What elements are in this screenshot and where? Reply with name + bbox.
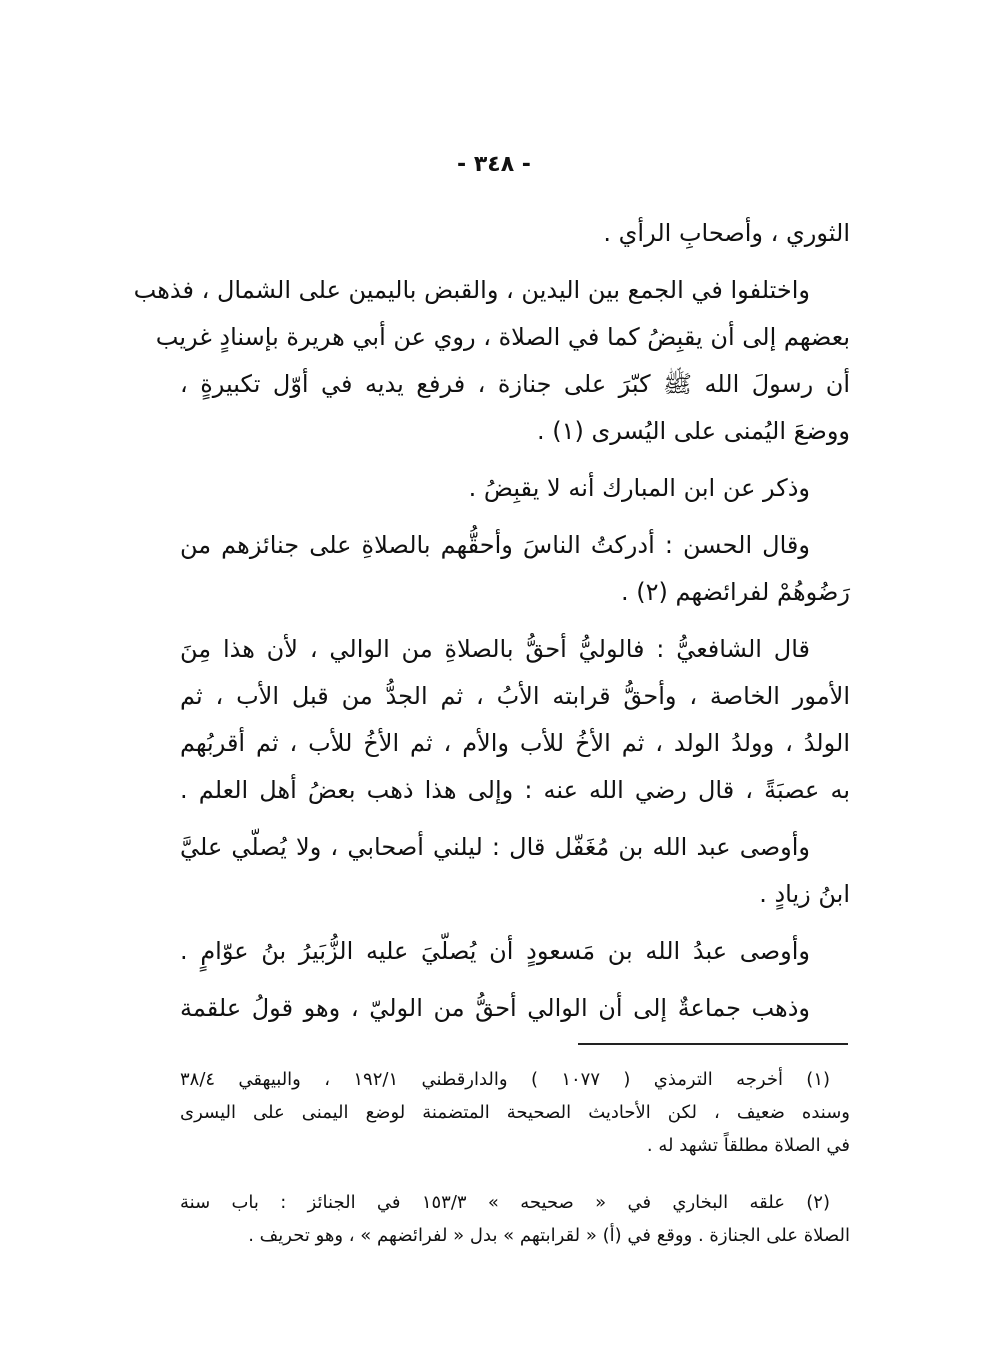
text-line: وذهب جماعةٌ إلى أن الوالي أحقُّ من الوليّ ، وهو قولُ علقمة	[180, 994, 810, 1022]
paragraph-gap	[180, 975, 850, 985]
text-line: وأوصى عبد الله بن مُغَفّل قال : ليلني أصحابي ، ولا يُصلّي عليَّ	[180, 833, 810, 861]
paragraph-gap	[180, 918, 850, 928]
text-line: ابنُ زيادٍ .	[759, 880, 850, 908]
text-line: وقال الحسن : أدركتُ الناسَ وأحقُّهم بالصلاةِ على جنائزهم من	[180, 531, 810, 559]
text-line: رَضُوهُمْ لفرائضهم (٢) .	[620, 578, 850, 606]
footnote-line: في الصلاة مطلقاً تشهد له .	[646, 1135, 850, 1156]
paragraph-gap	[180, 512, 850, 522]
paragraph-gap	[180, 814, 850, 824]
footnote-line: وسنده ضعيف ، لكن الأحاديث الصحيحة المتضمنة لوضع اليمنى على اليسرى	[180, 1102, 850, 1123]
text-line: به عصبَةً ، قال رضي الله عنه : وإلى هذا ذهب بعضُ أهل العلم .	[180, 776, 850, 804]
footnote-line: الصلاة على الجنازة . ووقع في (أ) « لقرابتهم » بدل « لفرائضهم » ، وهو تحريف .	[248, 1225, 850, 1246]
paragraph-gap	[180, 257, 850, 267]
text-line: قال الشافعيُّ : فالوليُّ أحقُّ بالصلاةِ من الوالي ، لأن هذا مِنَ	[180, 635, 810, 663]
footnote-gap	[180, 1162, 850, 1186]
footnote-line: (١) أخرجه الترمذي ( ١٠٧٧ ) والدارقطني ١٩٢/١ ، والبيهقي ٣٨/٤	[180, 1069, 831, 1090]
text-line: وأوصى عبدُ الله بن مَسعودٍ أن يُصلّيَ عليه الزُّبَيرُ بنُ عوّامٍ .	[180, 937, 810, 965]
text-line: وذكر عن ابن المبارك أنه لا يقبِضُ .	[468, 474, 810, 502]
text-line: أن رسولَ الله ﷺ كبّرَ على جنازة ، فرفع يديه في أوّل تكبيرةٍ ،	[180, 370, 850, 398]
text-line: الأمور الخاصة ، وأحقُّ قرابته الأبُ ، ثم الجدُّ من قبل الأب ، ثم	[180, 682, 850, 710]
main-text	[133, 210, 850, 1032]
text-line: بعضهم إلى أن يقبِضُ كما في الصلاة ، روي عن أبي هريرة بإسنادٍ غريب	[155, 323, 850, 351]
text-line: ووضعَ اليُمنى على اليُسرى (١) .	[537, 417, 850, 445]
text-line: الثوري ، وأصحابِ الرأي .	[603, 219, 850, 247]
footnote-divider	[578, 1043, 848, 1045]
footnotes	[180, 1063, 850, 1252]
text-line: واختلفوا في الجمع بين اليدين ، والقبض باليمين على الشمال ، فذهب	[133, 276, 810, 304]
paragraph-gap	[180, 616, 850, 626]
footnote-line: (٢) علقه البخاري في « صحيحه » ١٥٣/٣ في الجنائز : باب سنة	[180, 1192, 830, 1213]
page-number: - ٣٤٨ -	[457, 152, 531, 177]
paragraph-gap	[180, 455, 850, 465]
text-line: الولدُ ، وولدُ الولد ، ثم الأخُ للأب والأم ، ثم الأخُ للأب ، ثم أقربُهم	[180, 729, 850, 757]
